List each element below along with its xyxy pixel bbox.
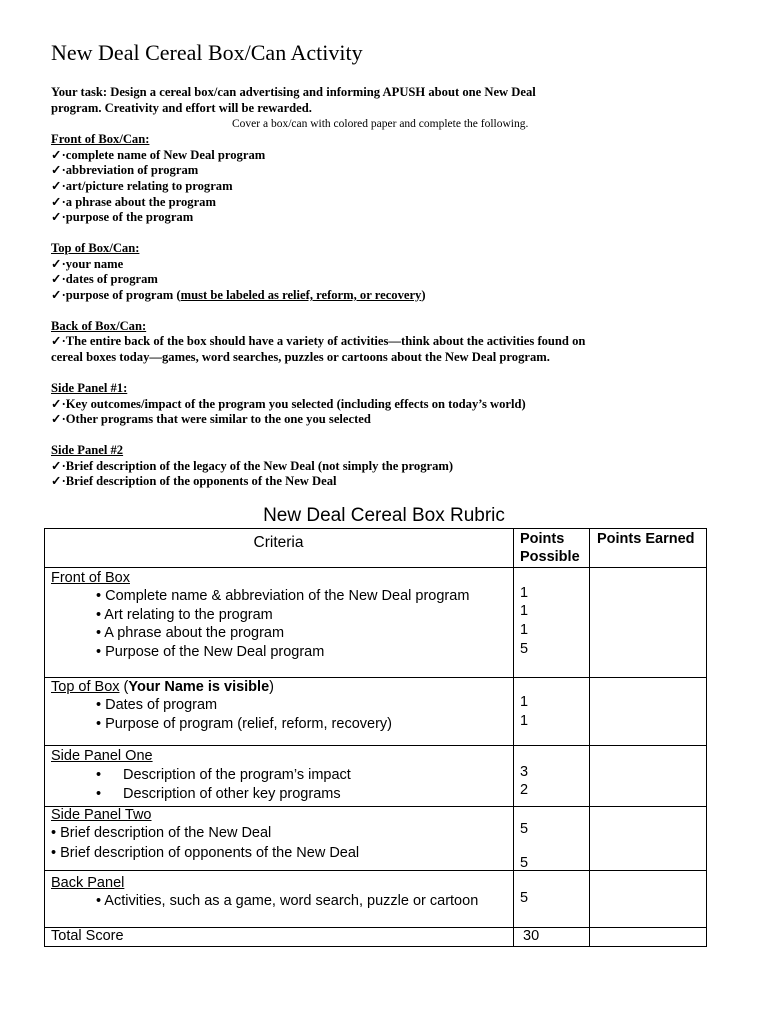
- points-value: 1: [520, 694, 529, 710]
- side1-item: ✓·Other programs that were similar to the one you selected: [51, 412, 371, 426]
- header-points-possible-1: Points: [520, 531, 565, 547]
- top-item-purpose: ✓·purpose of program (must be labeled as relief, reform, or recovery): [51, 288, 426, 302]
- row-label-front: Front of Box: [51, 570, 130, 586]
- criterion-item: • Brief description of the New Deal: [51, 825, 272, 841]
- check-icon: ✓: [51, 334, 62, 348]
- points-value: 5: [520, 855, 529, 871]
- front-item: ✓·complete name of New Deal program: [51, 148, 266, 162]
- criterion-item: • Dates of program: [96, 697, 218, 713]
- row-label-side-one: Side Panel One: [51, 748, 153, 764]
- check-icon: ✓: [51, 474, 62, 488]
- side1-heading: Side Panel #1:: [51, 381, 128, 395]
- header-criteria: Criteria: [253, 534, 304, 551]
- front-item: ✓·purpose of the program: [51, 210, 194, 224]
- front-item: ✓·abbreviation of program: [51, 163, 199, 177]
- check-icon: ✓: [51, 195, 62, 209]
- rubric-title: New Deal Cereal Box Rubric: [263, 505, 505, 526]
- criterion-item: • Activities, such as a game, word search, puzzle or cartoon: [96, 893, 479, 909]
- total-score-label: Total Score: [51, 928, 124, 944]
- header-points-possible-2: Possible: [520, 549, 580, 565]
- document-title: New Deal Cereal Box/Can Activity: [51, 40, 363, 65]
- side2-item: ✓·Brief description of the opponents of the New Deal: [51, 474, 337, 488]
- criterion-item: • A phrase about the program: [96, 625, 285, 641]
- check-icon: ✓: [51, 148, 62, 162]
- row-label-top: Top of Box (Your Name is visible): [51, 679, 274, 695]
- check-icon: ✓: [51, 459, 62, 473]
- check-icon: ✓: [51, 288, 62, 302]
- total-points: 30: [523, 928, 540, 944]
- top-item: ✓·your name: [51, 257, 124, 271]
- points-value: 1: [520, 585, 529, 601]
- check-icon: ✓: [51, 272, 62, 286]
- points-value: 1: [520, 603, 529, 619]
- back-line-2: cereal boxes today—games, word searches, puzzles or cartoons about the New Deal program.: [51, 350, 550, 364]
- side2-heading: Side Panel #2: [51, 443, 124, 457]
- check-icon: ✓: [51, 257, 62, 271]
- row-label-side-two: Side Panel Two: [51, 807, 152, 823]
- back-heading: Back of Box/Can:: [51, 319, 147, 333]
- top-item: ✓·dates of program: [51, 272, 158, 286]
- row-label-back-panel: Back Panel: [51, 875, 125, 891]
- task-line-1: Your task: Design a cereal box/can advertising and informing APUSH about one New Deal: [51, 85, 536, 99]
- check-icon: ✓: [51, 163, 62, 177]
- front-heading: Front of Box/Can:: [51, 132, 150, 146]
- front-item: ✓·a phrase about the program: [51, 195, 216, 209]
- back-line-1: ✓·The entire back of the box should have a variety of activities—think about the activities found on: [51, 334, 586, 348]
- front-item: ✓·art/picture relating to program: [51, 179, 233, 193]
- points-value: 5: [520, 641, 529, 657]
- criterion-item: • Purpose of the New Deal program: [96, 644, 325, 660]
- bullet-icon: •: [96, 767, 102, 783]
- check-icon: ✓: [51, 179, 62, 193]
- points-value: 3: [520, 764, 529, 780]
- points-value: 1: [520, 713, 529, 729]
- points-value: 2: [520, 782, 529, 798]
- criterion-item: Description of the program’s impact: [123, 767, 351, 783]
- criterion-item: • Brief description of opponents of the New Deal: [51, 845, 360, 861]
- side2-item: ✓·Brief description of the legacy of the New Deal (not simply the program): [51, 459, 454, 473]
- points-value: 5: [520, 821, 529, 837]
- criterion-item: • Art relating to the program: [96, 607, 273, 623]
- check-icon: ✓: [51, 397, 62, 411]
- criterion-item: Description of other key programs: [123, 786, 341, 802]
- bullet-icon: •: [96, 786, 102, 802]
- criterion-item: • Purpose of program (relief, reform, recovery): [96, 716, 392, 732]
- criterion-item: • Complete name & abbreviation of the New Deal program: [96, 588, 470, 604]
- header-points-earned: Points Earned: [597, 531, 695, 547]
- points-value: 1: [520, 622, 529, 638]
- side1-item: ✓·Key outcomes/impact of the program you selected (including effects on today’s world): [51, 397, 526, 411]
- top-heading: Top of Box/Can:: [51, 241, 140, 255]
- check-icon: ✓: [51, 210, 62, 224]
- check-icon: ✓: [51, 412, 62, 426]
- points-value: 5: [520, 890, 529, 906]
- task-line-2: program. Creativity and effort will be rewarded.: [51, 101, 312, 115]
- instruction-line: Cover a box/can with colored paper and complete the following.: [232, 118, 529, 130]
